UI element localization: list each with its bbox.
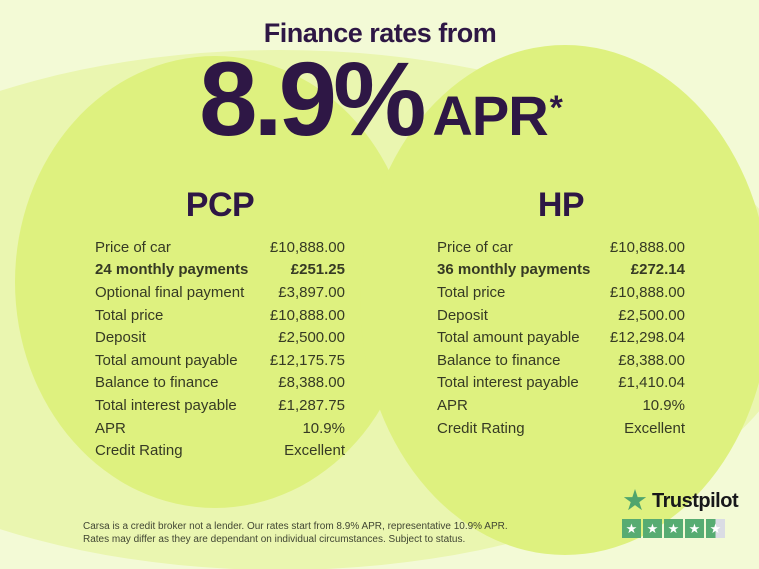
- table-row: [95, 439, 345, 462]
- table-row: [95, 372, 345, 395]
- row-value: 10.9%: [302, 419, 345, 437]
- hp-table: [437, 186, 685, 439]
- row-value: £272.14: [630, 261, 685, 279]
- row-label: Total interest payable: [95, 396, 237, 414]
- disclaimer-text: [83, 520, 508, 546]
- table-row: [95, 349, 345, 372]
- table-row: [95, 259, 345, 282]
- table-row: [95, 236, 345, 259]
- row-label: Deposit: [95, 329, 146, 347]
- row-value: £251.25: [290, 261, 345, 279]
- row-label: Balance to finance: [95, 374, 219, 392]
- row-label: Total interest payable: [437, 374, 579, 392]
- row-value: £1,410.04: [618, 374, 685, 392]
- row-value: £12,298.04: [609, 329, 685, 347]
- rate-asterisk: *: [549, 89, 563, 127]
- row-label: Price of car: [437, 238, 513, 256]
- table-row: [437, 236, 685, 259]
- row-label: Total price: [95, 306, 164, 324]
- table-row: [95, 281, 345, 304]
- row-value: £10,888.00: [269, 238, 345, 256]
- row-label: Price of car: [95, 238, 171, 256]
- table-row: [437, 394, 685, 417]
- star-glyph: ★: [646, 521, 659, 536]
- row-label: Optional final payment: [95, 283, 245, 301]
- rating-star-icon: [643, 519, 662, 538]
- row-value: Excellent: [284, 442, 345, 460]
- row-value: £2,500.00: [278, 329, 345, 347]
- star-glyph: ★: [688, 521, 701, 536]
- table-row: [95, 417, 345, 440]
- star-glyph: ★: [667, 521, 680, 536]
- row-label: Balance to finance: [437, 351, 561, 369]
- row-value: £8,388.00: [618, 351, 685, 369]
- row-label: 36 monthly payments: [437, 261, 591, 279]
- row-value: Excellent: [624, 419, 685, 437]
- pcp-rows: [95, 236, 345, 462]
- row-label: Total price: [437, 283, 506, 301]
- row-value: 10.9%: [642, 396, 685, 414]
- headline-rate: [199, 41, 563, 158]
- row-label: Deposit: [437, 306, 488, 324]
- rating-star-icon: [664, 519, 683, 538]
- pcp-table: [95, 186, 345, 462]
- trustpilot-logo: [622, 485, 739, 517]
- hp-rows: [437, 236, 685, 439]
- rating-star-icon: [685, 519, 704, 538]
- row-label: Credit Rating: [95, 442, 183, 460]
- disclaimer-line-1: Carsa is a credit broker not a lender. Our rates start from 8.9% APR, representative 10.9% APR.: [83, 521, 508, 532]
- pcp-heading: PCP: [185, 186, 255, 224]
- rate-apr-label: APR: [432, 84, 548, 147]
- trustpilot-wordmark: Trustpilot: [652, 489, 739, 512]
- row-label: APR: [437, 396, 468, 414]
- row-value: £10,888.00: [609, 238, 685, 256]
- table-row: [95, 326, 345, 349]
- row-value: £10,888.00: [609, 283, 685, 301]
- row-value: £12,175.75: [269, 351, 345, 369]
- star-glyph: ★: [709, 521, 722, 536]
- row-label: 24 monthly payments: [95, 261, 249, 279]
- table-row: [95, 304, 345, 327]
- star-glyph: ★: [625, 521, 638, 536]
- table-row: [437, 281, 685, 304]
- row-value: £2,500.00: [618, 306, 685, 324]
- table-row: [437, 349, 685, 372]
- row-label: Credit Rating: [437, 419, 525, 437]
- disclaimer-line-2: Rates may differ as they are dependant on individual circumstances. Subject to status.: [83, 534, 466, 545]
- rate-value: 8.9%: [199, 41, 423, 158]
- table-row: [437, 304, 685, 327]
- rating-star-icon: [622, 519, 641, 538]
- row-value: £10,888.00: [269, 306, 345, 324]
- trustpilot-badge: [622, 485, 739, 538]
- row-value: £3,897.00: [278, 283, 345, 301]
- hp-heading: HP: [537, 186, 585, 224]
- table-row: [95, 394, 345, 417]
- banner-title: Finance rates from: [263, 18, 497, 48]
- trustpilot-stars: [622, 519, 738, 538]
- row-value: £8,388.00: [278, 374, 345, 392]
- table-row: [437, 372, 685, 395]
- table-row: [437, 259, 685, 282]
- rating-star-icon: [706, 519, 725, 538]
- trustpilot-star-icon: ★: [622, 485, 648, 517]
- table-row: [437, 417, 685, 440]
- row-label: Total amount payable: [437, 329, 580, 347]
- row-value: £1,287.75: [278, 396, 345, 414]
- table-row: [437, 326, 685, 349]
- row-label: APR: [95, 419, 126, 437]
- row-label: Total amount payable: [95, 351, 238, 369]
